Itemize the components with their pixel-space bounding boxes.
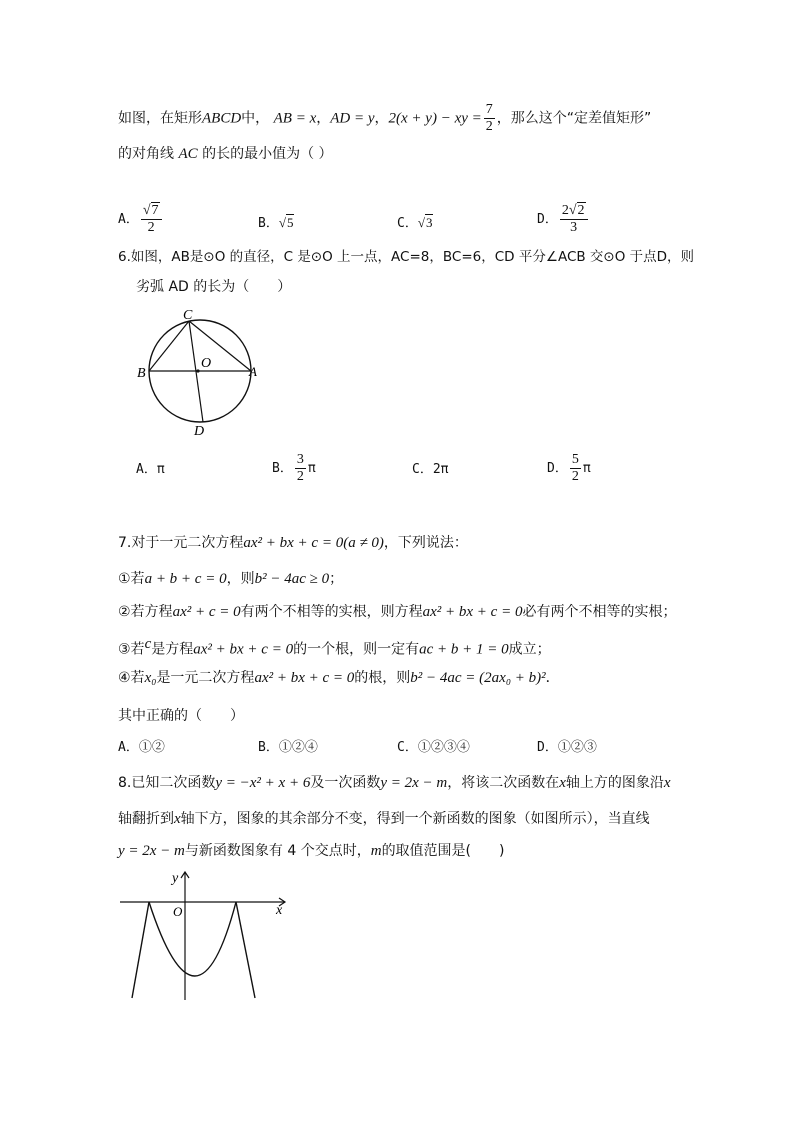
q7-option-b[interactable]: B．①②④ bbox=[258, 740, 318, 755]
q5-option-d[interactable]: D． $\frac{2√2}{3}$ bbox=[537, 203, 590, 236]
q6-stem-line2: 劣弧 AD 的长为（ ） bbox=[136, 279, 292, 295]
q7-statement-2: ②若方程ax² + c = 0有两个不相等的实根，则方程ax² + bx + c = 0必有两个不相等的实根； bbox=[118, 604, 677, 620]
rect-name: ABCD bbox=[202, 110, 242, 127]
q6-stem-line1: 6.如图，AB是⊙O 的直径，C 是⊙O 上一点，AC=8，BC=6，CD 平分∠ACB 交⊙O 于点D，则 bbox=[118, 249, 695, 265]
q7-option-c[interactable]: C．①②③④ bbox=[397, 740, 470, 755]
q8-line3: y = 2x − m与新函数图象有 4 个交点时，m的取值范围是( ) bbox=[118, 843, 505, 859]
q7-stem: 7.对于一元二次方程ax² + bx + c = 0(a ≠ 0)，下列说法： bbox=[118, 535, 468, 551]
q7-statement-3: ③若$^c$是方程ax² + bx + c = 0的一个根，则一定有ac + b + 1 = 0成立； bbox=[118, 636, 551, 658]
q7-statement-1: ①若a + b + c = 0，则b² − 4ac ≥ 0； bbox=[118, 571, 344, 587]
q6-circle-figure bbox=[132, 306, 272, 436]
label-d: D bbox=[194, 424, 205, 436]
q7-option-a[interactable]: A．①② bbox=[118, 740, 165, 755]
q5-stem-line1: 如图，在矩形ABCD中， AB = x，AD = y，2(x + y) − xy = $\frac{7}{2}$ ，那么这个“定差值矩形” bbox=[118, 102, 652, 134]
q6-option-b[interactable]: B． $\frac{3}{2}$ π bbox=[272, 452, 316, 484]
q8-line1: 8.已知二次函数y = −x² + x + 6及一次函数y = 2x − m，将该二次函数在x轴上方的图象沿x bbox=[118, 775, 671, 791]
center-dot bbox=[196, 369, 199, 372]
q7-statement-4: ④若x₀是一元二次方程ax² + bx + c = 0的根，则b² − 4ac = (2ax₀ + b)²． bbox=[118, 670, 560, 686]
label-o: O bbox=[173, 904, 183, 919]
q5-option-a[interactable]: A． $\frac{√7}{2}$ bbox=[118, 203, 164, 236]
q6-option-c[interactable]: C．2π bbox=[412, 462, 449, 477]
q8-graph-figure bbox=[115, 866, 295, 1006]
label-b: B bbox=[137, 366, 146, 381]
q5-stem-line2: 的对角线 AC 的长的最小值为（ ） bbox=[118, 146, 333, 162]
q5-frac: $\frac{7}{2}$ bbox=[485, 102, 493, 134]
q6-option-d[interactable]: D． $\frac{5}{2}$ π bbox=[547, 452, 591, 484]
q6-option-a[interactable]: A．π bbox=[136, 462, 165, 477]
q5-option-b[interactable]: B．√5 bbox=[258, 215, 294, 231]
folded-parabola bbox=[149, 902, 236, 976]
label-y: y bbox=[172, 871, 179, 886]
q8-line2: 轴翻折到x轴下方，图象的其余部分不变，得到一个新函数的图象（如图所示），当直线 bbox=[118, 811, 650, 827]
chord-ca bbox=[189, 321, 251, 371]
q7-option-d[interactable]: D．①②③ bbox=[537, 740, 597, 755]
label-c: C bbox=[183, 308, 193, 323]
label-o: O bbox=[201, 356, 212, 371]
right-branch bbox=[236, 902, 255, 998]
label-x: x bbox=[276, 903, 283, 918]
q7-which: 其中正确的（ ） bbox=[118, 708, 244, 724]
label-a: A bbox=[249, 364, 257, 379]
q5-option-c[interactable]: C．√3 bbox=[397, 215, 433, 231]
left-branch bbox=[132, 902, 149, 998]
